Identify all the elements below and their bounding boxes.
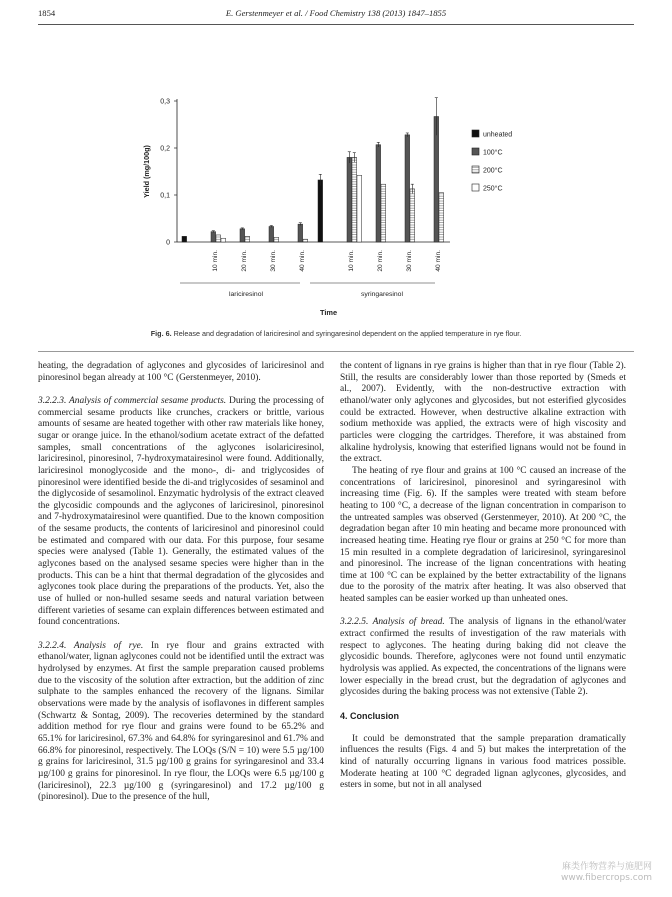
paragraph-rye: 3.2.2.4. Analysis of rye. In rye flour and grains extracted with ethanol/water, lignan aglycones could not be identified until the extract was hydrolysed by enzymes. At first the sample preparation caused problems due to the viscosity of the solution after extraction, but the addition of zinc sulphate to the samples enhanced the recovery of the lignans. Similar observations were made by the analysis of isoflavones in different samples (Schwartz & Sontag, 2009). The recoveries determined by the standard addition method for rye flour and grains were found to be 65.2% and 65.1% for lariciresinol, 67.3% and 64.8% for syringaresinol and 61.7% and 66.8% for pinoresinol, respectively. The LOQs (S/N = 10) were 5.5 µg/100 g grains for lariciresinol, 31.5 µg/100 g grains for syringaresinol and 33.4 µg/100 g grains for pinoresinol. In rye flour, the LOQs were 6.5 µg/100 g (lariciresinol), 22.3 µg/100 g (syringaresinol) and 17.2 µg/100 g (pinoresinol). Due to the presence of the hull, bbox=[38, 640, 324, 803]
x-category-label: 40 min. bbox=[299, 250, 306, 272]
x-group-label: lariciresinol bbox=[229, 291, 263, 298]
bar bbox=[405, 135, 410, 242]
bar bbox=[245, 236, 250, 242]
legend-label: 200°C bbox=[483, 167, 503, 175]
x-category-label: 30 min. bbox=[270, 250, 277, 272]
bar bbox=[318, 180, 323, 242]
x-group-label: syringaresinol bbox=[361, 291, 403, 298]
y-tick-label: 0,1 bbox=[160, 192, 170, 200]
bar bbox=[269, 226, 274, 242]
chart-labels bbox=[142, 99, 442, 318]
subsection-heading: 3.2.2.4. Analysis of rye. bbox=[38, 640, 144, 651]
legend-label: 250°C bbox=[483, 185, 503, 193]
chart-bars bbox=[182, 98, 444, 242]
bar bbox=[434, 117, 439, 242]
bar bbox=[182, 236, 187, 242]
bar bbox=[274, 237, 279, 242]
header-rule bbox=[38, 24, 634, 25]
paragraph: The heating of rye flour and grains at 100 °C caused an increase of the concentrations of lariciresinol, pinoresinol and syringaresinol with increasing time (Fig. 6). If the samples were treated with steam before heating to 100 °C, a decrease of the lignan concentration in comparison to the untreated samples was observed (Gerstenmeyer, 2010). At 200 °C, the degradation began after 10 min heating and became more pronounced with increased heating time. Heating rye flour or grains at 250 °C for more than 15 min resulted in a complete degradation of lariciresinol, syringaresinol and pinoresinol. The increase of the lignan concentrations with heating time at 100 °C can be explained by the better extractability of the lignans due to the porosity of the matrix after heating. It was also observed that heated samples can be easier worked up than unheated ones. bbox=[340, 465, 626, 605]
figure-caption bbox=[38, 329, 634, 338]
bar bbox=[352, 157, 357, 242]
caption-rule bbox=[38, 351, 634, 352]
subsection-heading: 3.2.2.3. Analysis of commercial sesame products. bbox=[38, 395, 227, 406]
right-column bbox=[340, 361, 626, 792]
paragraph: heating, the degradation of aglycones and glycosides of lariciresinol and pinoresinol began already at 100 °C (Gerstenmeyer, 2010). bbox=[38, 361, 324, 383]
left-column bbox=[38, 361, 324, 804]
bar bbox=[221, 238, 226, 242]
paragraph-bread: 3.2.2.5. Analysis of bread. The analysis of lignans in the ethanol/water extract confirmed the results of investigation of the raw materials with respect to aglycones. The heating during baking did not cleave the glycosidic bounds. Therefore, aglycones were not found until enzymatic hydrolysis was applied. As expected, the concentrations of the lignans were lower especially in the bread crust, but the degradation of aglycones and glycosides during the baking process was not extensive (Table 2). bbox=[340, 617, 626, 698]
running-header bbox=[38, 8, 634, 22]
x-category-label: 20 min. bbox=[241, 250, 248, 272]
subsection-heading: 3.2.2.5. Analysis of bread. bbox=[340, 617, 445, 628]
bar bbox=[376, 145, 381, 242]
x-category-label: 30 min. bbox=[406, 250, 413, 272]
legend-swatch bbox=[472, 130, 479, 137]
bar bbox=[439, 193, 444, 242]
chart-legend bbox=[472, 130, 512, 193]
bar bbox=[216, 235, 221, 242]
x-category-label: 20 min. bbox=[377, 250, 384, 272]
y-axis-label: Yield (mg/100g) bbox=[142, 145, 151, 198]
y-tick-label: 0 bbox=[166, 239, 170, 247]
paragraph: the content of lignans in rye grains is higher than that in rye flour (Table 2). Still, the results are considerably lower than those reported by (Smeds et al., 2007). Evidently, with the non-destructive extraction with ethanol/water only aglycones and glycosides, but not esterified glycosides could be extracted. However, when destructive alkaline extraction with sodium methoxide was applied, the extracts were of high viscosity and particles were clogging the cartridges. Therefore, it was abstained from alkaline hydrolysis, knowing that esterified lignans would not be found in the extract. bbox=[340, 361, 626, 465]
x-category-label: 40 min. bbox=[435, 250, 442, 272]
caption-label: Fig. 6. bbox=[150, 329, 172, 338]
legend-label: unheated bbox=[483, 131, 513, 139]
bar bbox=[240, 229, 245, 242]
journal-citation: E. Gerstenmeyer et al. / Food Chemistry 138 (2013) 1847–1855 bbox=[225, 8, 447, 18]
legend-swatch bbox=[472, 148, 479, 155]
bar bbox=[410, 189, 415, 242]
bar bbox=[298, 224, 303, 242]
section-heading-conclusion: 4. Conclusion bbox=[340, 710, 400, 721]
x-category-label: 10 min. bbox=[348, 250, 355, 272]
y-tick-label: 0,3 bbox=[160, 98, 170, 106]
figure-6-chart bbox=[140, 90, 540, 320]
bar bbox=[381, 184, 386, 242]
caption-text: Release and degradation of lariciresinol and syringaresinol dependent on the applied temperature in rye flour. bbox=[173, 329, 522, 338]
x-axis-label: Time bbox=[319, 308, 338, 317]
bar bbox=[347, 157, 352, 242]
page-number: 1854 bbox=[38, 8, 56, 18]
legend-swatch bbox=[472, 166, 479, 173]
legend-label: 100°C bbox=[483, 149, 503, 157]
bar bbox=[303, 239, 308, 242]
paragraph-sesame: 3.2.2.3. Analysis of commercial sesame products. During the processing of commercial sesame products like crunches, crackers or brittle, various amounts of sesame are heated together with other raw materials like honey, sugar or orange juice. In the ethanol/sodium acetate extract of the defatted samples, small concentrations of the aglycones isolariciresinol, lariciresinol, pinoresinol, 7-hydroxymatairesinol were found. Additionally, lariciresinol monoglycoside and the mono-, di- and triglycosides of pinoresinol were identified beside the di-and triglycosides of sesaminol and the diglycoside of sesamolinol. Enzymatic hydrolysis of the extract cleaved the glycosidic compounds and the aglycones of lariciresinol, pinoresinol and 7-hydroxymatairesinol were quantified. Due to the known composition of the sesame products, the contents of lariciresinol and pinoresinol could be estimated and compared with our data. For this purpose, four sesame species were analysed (Table 1). Generally, the estimated values of the aglycones based on the analysed sesame species were higher than in the products. This can be a hint that thermal degradation of the glycosides and aglycones took place during the preparations of the products. Yet, also the use of hulled or non-hulled sesame seeds and natural variation between different varieties of sesame can explain differences between estimated and found concentrations. bbox=[38, 395, 325, 628]
bar bbox=[357, 175, 362, 242]
x-category-label: 10 min. bbox=[212, 250, 219, 272]
legend-swatch bbox=[472, 184, 479, 191]
paragraph-conclusion: It could be demonstrated that the sample preparation dramatically influences the results (Figs. 4 and 5) but makes the interpretation of the kind of naturally occurring lignans in various food matrices possible. Moderate heating at 100 °C degraded lignan aglycones, glycosides, and esters in some, but not in all analysed bbox=[340, 733, 626, 791]
y-tick-label: 0,2 bbox=[160, 145, 170, 153]
watermark: 麻类作物营养与施肥网 www.fibercrops.com bbox=[561, 862, 652, 883]
bar bbox=[211, 232, 216, 242]
